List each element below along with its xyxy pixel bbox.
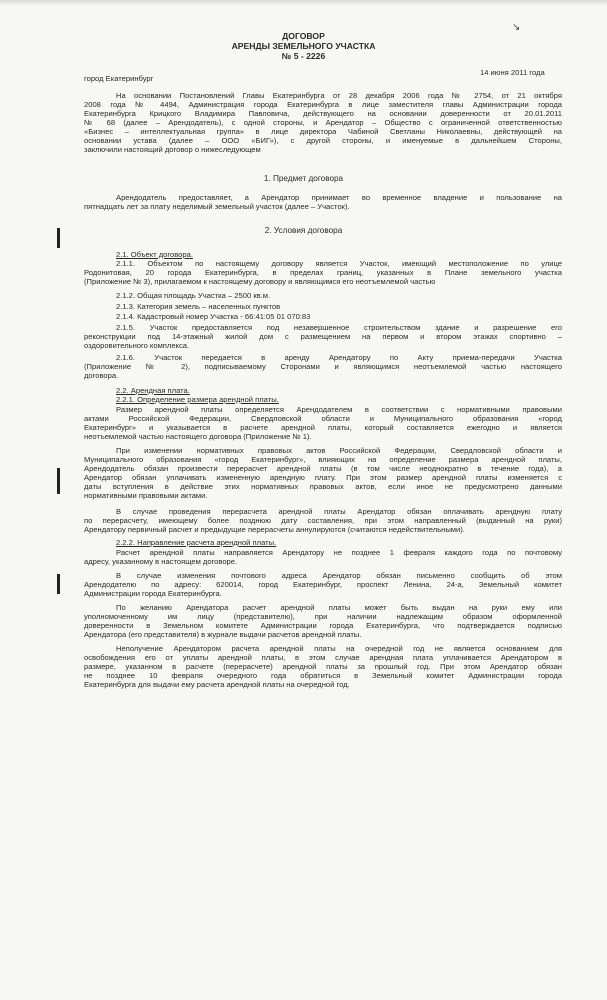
- clause-heading: 2.2. Арендная плата.: [116, 386, 190, 395]
- clause-line: даты вступления в действие этих нормативных правовых актов, если иное не предусмотрено данными: [84, 482, 562, 491]
- clause-heading: 2.2.2. Направление расчета арендной платы.: [116, 538, 277, 547]
- clause-line: актами Российской Федерации, Свердловской области и Муниципального образования «город: [84, 414, 562, 423]
- clause-line: Расчет арендной платы направляется Арендатору не позднее 1 февраля каждого года по почтовому: [116, 548, 562, 557]
- margin-mark: [57, 468, 60, 494]
- clause-line: реконструкции под 14-этажный жилой дом с размещением на первом и втором этажах спортивно –: [84, 332, 562, 341]
- clause-line: Неполучение Арендатором расчета арендной платы на очередной год не является основанием для: [116, 644, 562, 653]
- section-2-title: 2. Условия договора: [264, 226, 343, 235]
- clause-line: Екатеринбурга для выдачи ему расчета арендной платы на очередной год.: [84, 680, 350, 689]
- clause-line: размере, указанном в расчете (перерасчете) арендной платы за прошлый год. При этом Арендатор обязан: [84, 662, 562, 671]
- preamble-line: 2008 года № 4494, Администрация города Екатеринбурга в лице заместителя главы Администрации города: [84, 100, 562, 109]
- section-1-title: 1. Предмет договора: [263, 174, 344, 183]
- section-1-line: пятнадцать лет за плату неделимый земельный участок (далее – Участок).: [84, 202, 350, 211]
- margin-mark: [57, 574, 60, 594]
- scan-shadow: [0, 0, 607, 6]
- doc-subtitle: АРЕНДЫ ЗЕМЕЛЬНОГО УЧАСТКА: [231, 41, 376, 51]
- clause-line: 2.1.6. Участок передается в аренду Арендатору по Акту приема-передачи Участка: [116, 353, 562, 362]
- doc-title: ДОГОВОР: [282, 31, 325, 41]
- preamble-line: Екатеринбурга Крицкого Владимира Павловича, действующего на основании доверенности от 20.01.2011: [84, 109, 562, 118]
- clause-line: Екатеринбург» и указывается в расчете арендной платы, который составляется ежегодно и является: [84, 423, 562, 432]
- clause-line: Арендатор обязан уплачивать измененную арендную плату. При этом размер арендной платы изменяется с: [84, 473, 562, 482]
- clause-line: (Приложение № 2), подписываемому Сторонами и являющимся неотъемлемой частью настоящего: [84, 362, 562, 371]
- clause-line: При изменении нормативных правовых актов Российской Федерации, Свердловской области и: [116, 446, 562, 455]
- pen-mark: ↘: [512, 22, 521, 33]
- clause-line: 2.1.4. Кадастровый номер Участка - 66:41:05 01 070:83: [116, 312, 311, 321]
- doc-city: город Екатеринбург: [84, 74, 154, 83]
- preamble-line: На основании Постановлений Главы Екатеринбурга от 28 декабря 2006 года № 2754, от 21 октября: [116, 91, 562, 100]
- clause-line: Арендодателю по адресу: 620014, город Екатеринбург, проспект Ленина, 24-а, Земельный комитет: [84, 580, 562, 589]
- clause-line: Арендатору первичный расчет и предыдущие перерасчеты аннулируются (считаются недействительными).: [84, 525, 465, 534]
- preamble-line: «Бизнес – интеллектуальная группа» в лице директора Чабиной Светланы Николаевны, действующей на: [84, 127, 562, 136]
- clause-line: не позднее 10 февраля очередного года обратиться в Земельный комитет Администрации города: [84, 671, 562, 680]
- clause-heading: 2.2.1. Определение размера арендной платы.: [116, 395, 279, 404]
- clause-line: По желанию Арендатора расчет арендной платы может быть выдан на руки ему или: [116, 603, 562, 612]
- clause-line: 2.1.2. Общая площадь Участка – 2500 кв.м.: [116, 291, 271, 300]
- clause-line: В случае проведения перерасчета арендной платы Арендатор обязан оплачивать арендную плату: [116, 507, 562, 516]
- clause-line: (Приложение № 3), прилагаемом к настоящему договору и являющимся его неотъемлемой частью: [84, 277, 436, 286]
- preamble-line: заключили настоящий договор о нижеследующем: [84, 145, 261, 154]
- clause-line: неотъемлемой частью настоящего договора (Приложение № 1).: [84, 432, 312, 441]
- clause-line: договора.: [84, 371, 119, 380]
- clause-line: В случае изменения почтового адреса Арендатор обязан письменно сообщить об этом: [116, 571, 562, 580]
- clause-line: Арендодатель обязан произвести перерасчет арендной платы (в том числе неоднократно в течение года), а: [84, 464, 562, 473]
- preamble-line: основании устава (далее – ООО «БИГ»), с другой стороны, и именуемые в дальнейшем Стороны,: [84, 136, 562, 145]
- clause-line: оздоровительного комплекса.: [84, 341, 190, 350]
- section-1-line: Арендодатель предоставляет, а Арендатор принимает во временное владение и пользование на: [116, 193, 562, 202]
- clause-line: Размер арендной платы определяется Арендодателем в соответствии с нормативными правовыми: [116, 405, 562, 414]
- clause-line: Муниципального образования «город Екатеринбург», влияющих на определение размера арендной платы,: [84, 455, 562, 464]
- clause-line: доверенности в Земельном комитете Администрации города Екатеринбурга, что подтверждается подписью: [84, 621, 562, 630]
- clause-line: 2.1.1. Объектом по настоящему договору является Участок, имеющий местоположение по улице: [116, 259, 562, 268]
- preamble-line: № 68 (далее – Арендодатель), с одной стороны, и Арендатор – Общество с ограниченной ответственностью: [84, 118, 562, 127]
- clause-line: Родонитовая, 20 города Екатеринбурга, в пределах границ, указанных в Плане земельного участка: [84, 268, 562, 277]
- clause-line: по перерасчету, имеющему более позднюю дату составления, при этом направленный (выданный на руки): [84, 516, 562, 525]
- clause-line: адресу, указанному в настоящем договоре.: [84, 557, 238, 566]
- clause-line: Администрации города Екатеринбурга.: [84, 589, 222, 598]
- clause-line: 2.1.5. Участок предоставляется под незавершенное строительством здание и разрешение его: [116, 323, 562, 332]
- clause-line: освобождения его от уплаты арендной платы, в этом случае арендная плата уплачивается Арендатором в: [84, 653, 562, 662]
- clause-line: 2.1.3. Категория земель – населенных пунктов: [116, 302, 281, 311]
- doc-date: 14 июня 2011 года: [480, 68, 545, 77]
- clause-line: уполномоченному им лицу (представителю), при наличии надлежащим образом оформленной: [84, 612, 562, 621]
- clause-line: нормативными правовыми актами.: [84, 491, 208, 500]
- clause-heading: 2.1. Объект договора.: [116, 250, 193, 259]
- doc-number: № 5 - 2226: [281, 51, 326, 61]
- clause-line: Арендатора (его представителя) в журнале выдачи расчетов арендной платы.: [84, 630, 362, 639]
